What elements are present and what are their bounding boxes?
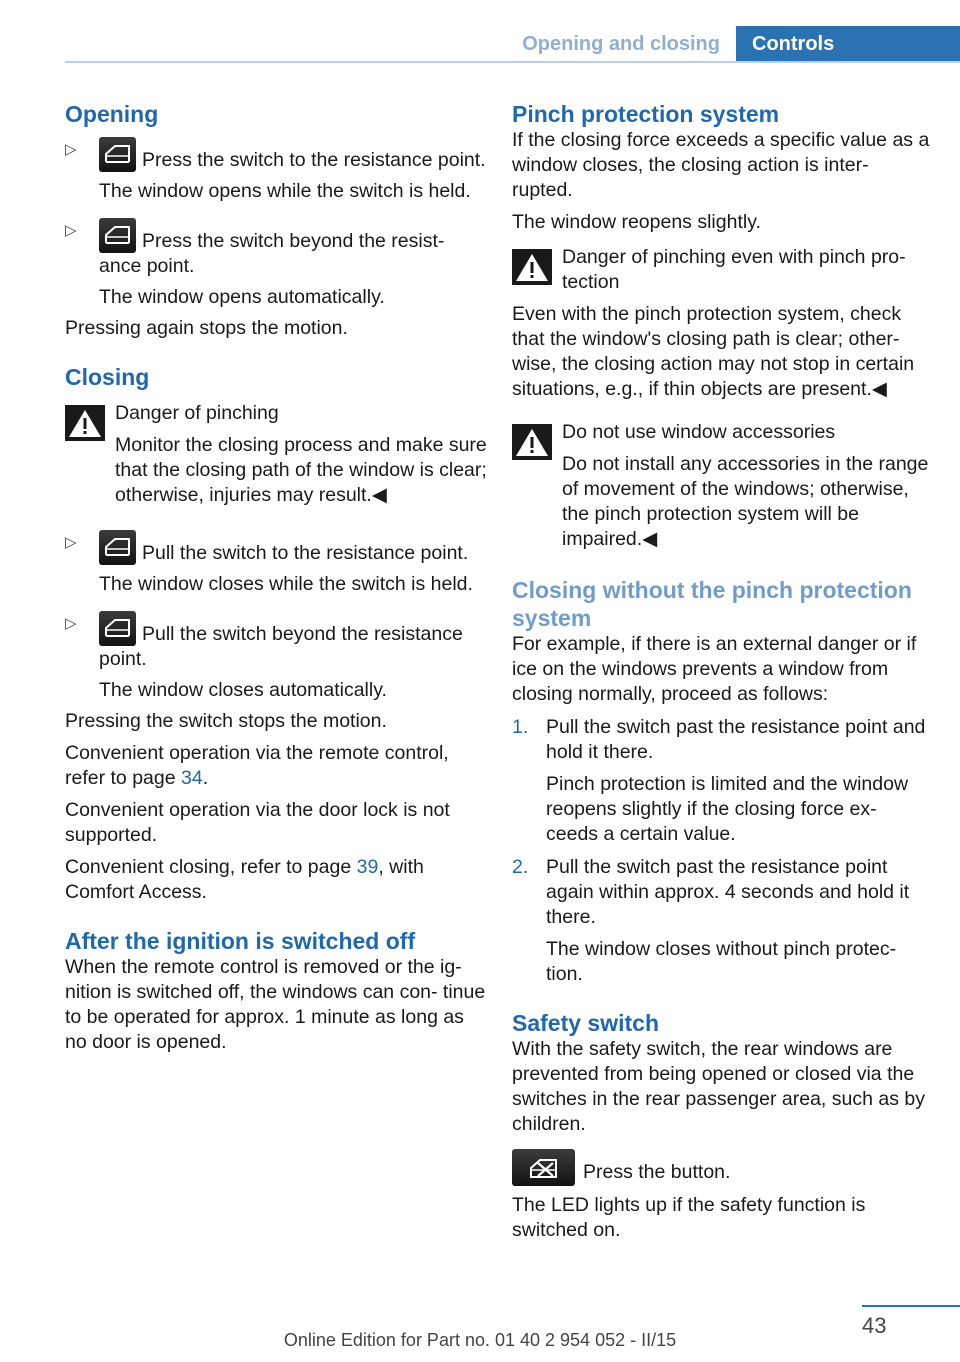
step-text: Pull the switch past the resistance point again within approx. 4 seconds and hold it there.	[546, 856, 910, 928]
warning-block	[512, 420, 932, 552]
step-text: Pull the switch past the resistance point and hold it there.	[546, 716, 926, 763]
header-chapter-tab: Controls	[736, 26, 960, 62]
paragraph: If the closing force exceeds a specific value as a window closes, the closing action is inter‐ rupted.	[512, 129, 930, 201]
paragraph: Convenient closing, refer to page 39, with Comfort Access.	[65, 856, 424, 903]
heading-without-pinch: Closing without the pinch protection system	[512, 577, 912, 631]
warning-triangle-icon	[512, 424, 552, 460]
page-link[interactable]: 39	[356, 856, 379, 878]
bullet-result: The window opens automatically.	[99, 286, 385, 308]
warning-title: Danger of pinching even with pinch pro‐ tection	[562, 246, 906, 293]
footer-edition: Online Edition for Part no. 01 40 2 954 052 - II/15	[283, 1330, 677, 1350]
heading-opening: Opening	[65, 101, 159, 127]
paragraph: For example, if there is an external danger or if ice on the windows prevents a window from closing normally, proceed as follows:	[512, 633, 917, 705]
paragraph: Pressing again stops the motion.	[65, 317, 348, 339]
bullet-text: Pull the switch to the resistance point.	[142, 542, 469, 564]
heading-closing: Closing	[65, 364, 150, 390]
warning-triangle-icon	[512, 249, 552, 285]
page-link[interactable]: 34	[181, 767, 203, 789]
heading-safety-switch: Safety switch	[512, 1010, 659, 1036]
warning-body: Monitor the closing process and make sure that the closing path of the window is clear; otherwise, injuries may result.◀	[115, 434, 487, 506]
bullet-arrow-icon: ▷	[65, 534, 77, 551]
numbered-step	[512, 855, 932, 987]
bullet-arrow-icon: ▷	[65, 141, 77, 158]
paragraph: Pressing the switch stops the motion.	[65, 710, 387, 732]
warning-body: Even with the pinch protection system, check that the window's closing path is clear; other‐ wise, the closing action may not stop in certain situations, e.g., if thin objects are present.◀	[512, 303, 915, 400]
step-result: The window closes without pinch protec‐ tion.	[546, 938, 897, 985]
paragraph: The LED lights up if the safety function is switched on.	[512, 1194, 866, 1241]
bullet-item	[65, 137, 487, 204]
bullet-text: Press the switch to the resistance point.	[142, 149, 486, 171]
numbered-step	[512, 715, 932, 847]
paragraph: The window reopens slightly.	[512, 211, 761, 233]
bullet-result: The window opens while the switch is held.	[99, 180, 471, 202]
footer-rule	[862, 1305, 960, 1307]
bullet-arrow-icon: ▷	[65, 222, 77, 239]
button-instruction: Press the button.	[583, 1161, 731, 1183]
warning-block	[512, 245, 932, 295]
bullet-text: Press the switch beyond the resist‐ ance point.	[99, 230, 445, 277]
warning-block	[65, 401, 487, 508]
bullet-text: Pull the switch beyond the resistance point.	[99, 623, 463, 670]
page-number: 43	[862, 1313, 887, 1338]
bullet-arrow-icon: ▷	[65, 615, 77, 632]
right-column	[512, 100, 932, 1250]
heading-ignition: After the ignition is switched off	[65, 928, 416, 954]
window-switch-icon	[99, 137, 136, 172]
window-switch-icon	[99, 530, 136, 565]
warning-title: Do not use window accessories	[562, 421, 836, 443]
bullet-result: The window closes automatically.	[99, 679, 387, 701]
step-number: 1.	[512, 716, 529, 738]
paragraph: Convenient operation via the remote control, refer to page 34.	[65, 742, 449, 789]
bullet-result: The window closes while the switch is held.	[99, 573, 473, 595]
paragraph: Convenient operation via the door lock is not supported.	[65, 799, 450, 846]
header-rule	[65, 61, 960, 63]
step-result: Pinch protection is limited and the window reopens slightly if the closing force ex‐ ceeds a certain value.	[546, 773, 909, 845]
left-column	[65, 100, 487, 1062]
warning-title: Danger of pinching	[115, 402, 279, 424]
bullet-item	[65, 611, 487, 703]
paragraph: With the safety switch, the rear windows are prevented from being opened or closed via the switches in the rear passenger area, such as by children.	[512, 1038, 925, 1135]
window-switch-icon	[99, 611, 136, 646]
warning-body: Do not install any accessories in the range of movement of the windows; otherwise, the pinch protection system will be impaired.◀	[562, 453, 929, 550]
paragraph: When the remote control is removed or the ig‐ nition is switched off, the windows can con‐ tinue to be operated for approx. 1 minute as long as no door is opened.	[65, 956, 486, 1053]
bullet-item	[65, 218, 487, 310]
bullet-item	[65, 530, 487, 597]
window-lock-icon	[512, 1149, 575, 1186]
header-section-title: Opening and closing	[522, 33, 720, 55]
warning-triangle-icon	[65, 405, 105, 441]
window-switch-icon	[99, 218, 136, 253]
step-number: 2.	[512, 856, 529, 878]
heading-pinch-protection: Pinch protection system	[512, 101, 780, 127]
